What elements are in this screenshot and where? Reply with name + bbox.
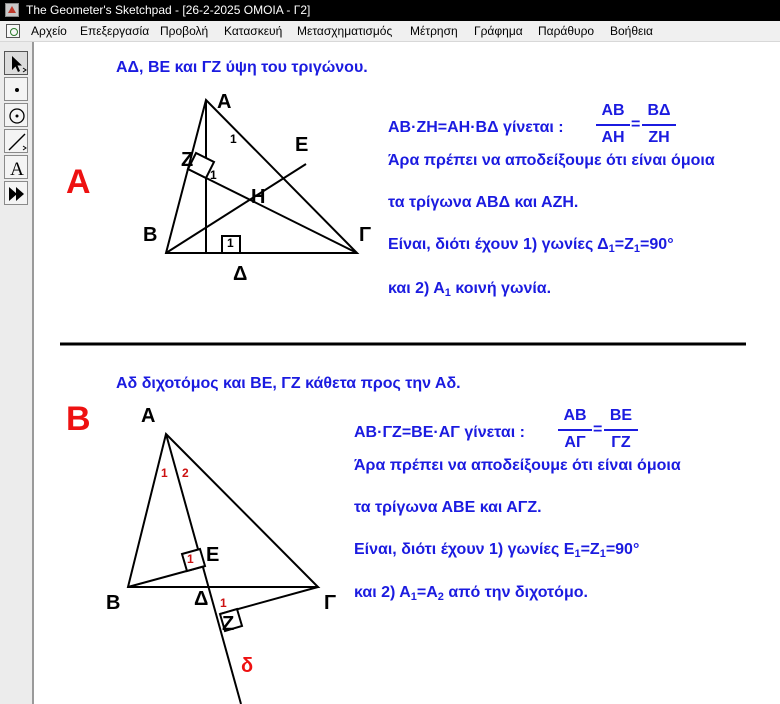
circle-icon [5, 104, 29, 128]
ratio-a-bar2 [642, 124, 676, 126]
ratio-b-num2: ΒΕ [609, 407, 633, 424]
vertex-a-a: Α [217, 91, 232, 113]
ratio-a-num1: ΑΒ [601, 102, 625, 119]
proof-a-line1: ΑΒ·ΖΗ=ΑΗ·ΒΔ γίνεται : [388, 119, 564, 136]
heading-b: Αδ διχοτόμος και ΒΕ, ΓΖ κάθετα προς την Αδ. [116, 375, 461, 392]
segment-icon [5, 130, 29, 154]
custom-tools-icon [5, 182, 29, 206]
angle-mark-d1: 1 [227, 236, 234, 250]
text-tool[interactable] [4, 155, 28, 179]
angle-mark-a1: 1 [230, 132, 237, 146]
vertex-e-b: Ε [206, 544, 220, 566]
vertex-g-a: Γ [359, 224, 372, 246]
menu-view[interactable]: Προβολή [160, 24, 209, 38]
proof-b-line2: Άρα πρέπει να αποδείξουμε ότι είναι όμοια [354, 457, 681, 474]
document-icon[interactable] [6, 24, 20, 38]
vertex-z-a: Ζ [181, 149, 194, 171]
svg-text:A: A [10, 159, 24, 180]
arrow-icon [5, 52, 29, 76]
menu-edit[interactable]: Επεξεργασία [80, 24, 150, 38]
proof-a-line3: τα τρίγωνα ΑΒΔ και ΑΖΗ. [388, 194, 579, 211]
menu-help[interactable]: Βοήθεια [610, 24, 653, 38]
ratio-b-den1: ΑΓ [564, 434, 586, 451]
toolbox [0, 42, 34, 704]
window-title: The Geometer's Sketchpad - [26-2-2025 ΟΜΟΙΑ - Γ2] [26, 3, 311, 17]
vertex-a-b: Α [141, 405, 156, 427]
ratio-a-den2: ΖΗ [648, 129, 670, 146]
app-icon [5, 3, 19, 17]
menu-graph[interactable]: Γράφημα [474, 24, 523, 38]
ratio-a-den1: ΑΗ [601, 129, 625, 146]
compass-tool[interactable] [4, 103, 28, 127]
menu-bar [0, 21, 780, 42]
sketch-canvas[interactable] [36, 42, 780, 704]
angle-mark-a2-b: 2 [182, 466, 189, 480]
menu-measure[interactable]: Μέτρηση [410, 24, 458, 38]
ratio-b-bar1 [558, 429, 592, 431]
vertex-g-b: Γ [324, 592, 337, 614]
proof-b-ratio [558, 407, 638, 459]
heading-a: ΑΔ, ΒΕ και ΓΖ ύψη του τριγώνου. [116, 59, 368, 76]
proof-a-ratio [596, 102, 676, 154]
proof-b-line1: ΑΒ·ΓΖ=ΒΕ·ΑΓ γίνεται : [354, 424, 525, 441]
proof-b-line4: Είναι, διότι έχουν 1) γωνίες $E_1=Z_1=90^\circ$ [354, 541, 640, 560]
ratio-a-equals: = [631, 116, 641, 133]
text-icon [5, 156, 29, 180]
arrow-select-tool[interactable] [4, 51, 28, 75]
angle-mark-z1-b: 1 [220, 596, 227, 610]
bisector-ad [166, 434, 241, 704]
vertex-b-a: Β [143, 224, 158, 246]
angle-mark-z1: 1 [210, 168, 217, 182]
vertex-b-b: Β [106, 592, 121, 614]
menu-window[interactable]: Παράθυρο [538, 24, 595, 38]
section-label-a: Α [66, 163, 91, 201]
angle-mark-e1: 1 [187, 552, 194, 566]
vertex-e-a: Ε [295, 134, 309, 156]
custom-tool[interactable] [4, 181, 28, 205]
point-icon [5, 78, 29, 102]
point-tool[interactable] [4, 77, 28, 101]
bisector-label-d: δ [241, 655, 254, 677]
proof-b-line5: και 2) $A_1=A_2$ από την διχοτόμο. [354, 584, 588, 603]
angle-mark-a1-b: 1 [161, 466, 168, 480]
proof-a-line5: και 2) $A_1$ κοινή γωνία. [388, 280, 552, 299]
ratio-b-den2: ΓΖ [611, 434, 631, 451]
straightedge-tool[interactable] [4, 129, 28, 153]
triangle-abg-b [128, 434, 318, 587]
vertex-h-a: Η [251, 186, 266, 208]
proof-a-line2: Άρα πρέπει να αποδείξουμε ότι είναι όμοια [388, 152, 715, 169]
vertex-z-b: Ζ [222, 613, 235, 635]
title-bar [0, 0, 780, 21]
ratio-b-equals: = [593, 421, 603, 438]
menu-transform[interactable]: Μετασχηματισμός [297, 24, 393, 38]
proof-b-line3: τα τρίγωνα ΑΒΕ και ΑΓΖ. [354, 499, 542, 516]
section-label-b: Β [66, 400, 91, 438]
ratio-a-num2: ΒΔ [647, 102, 671, 119]
ratio-b-num1: ΑΒ [563, 407, 587, 424]
vertex-d-b: Δ [194, 588, 209, 610]
vertex-d-a: Δ [233, 263, 248, 285]
triangle-abg-a [166, 100, 357, 253]
ratio-b-bar2 [604, 429, 638, 431]
ratio-a-bar1 [596, 124, 630, 126]
menu-construct[interactable]: Κατασκευή [224, 24, 283, 38]
proof-a-line4: Είναι, διότι έχουν 1) γωνίες $\Delta_1=Z_1=90^\circ$ [388, 236, 674, 255]
menu-file[interactable]: Αρχείο [31, 24, 67, 38]
